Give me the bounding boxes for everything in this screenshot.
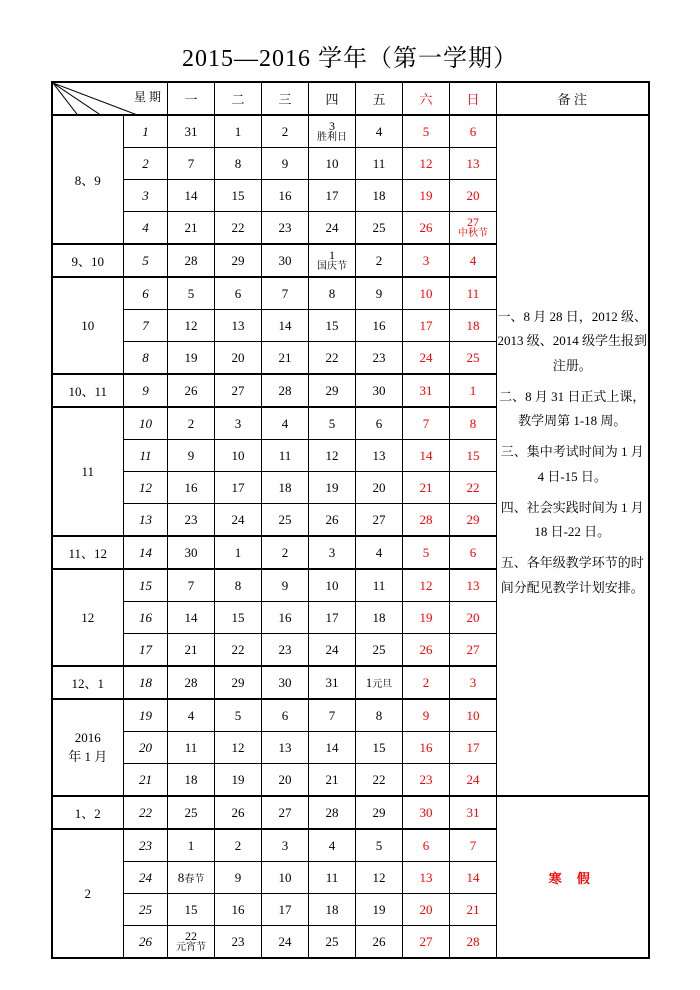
date-cell: 19 (403, 602, 450, 634)
date-cell: 10 (262, 862, 309, 894)
date-cell: 21 (168, 212, 215, 245)
week-number-cell: 2 (124, 148, 168, 180)
date-cell: 22 (356, 764, 403, 797)
date-cell: 12 (309, 440, 356, 472)
week-number-cell: 13 (124, 504, 168, 537)
date-cell: 24 (215, 504, 262, 537)
date-cell: 12 (168, 310, 215, 342)
week-number-cell: 24 (124, 862, 168, 894)
date-cell: 3 (262, 829, 309, 862)
date-cell: 30 (403, 796, 450, 829)
winter-break-cell: 寒 假 (497, 796, 649, 958)
date-cell: 18 (309, 894, 356, 926)
date-cell: 21 (309, 764, 356, 797)
date-cell: 26 (168, 374, 215, 407)
header-day-mon: 一 (168, 82, 215, 115)
header-day-fri: 五 (356, 82, 403, 115)
date-cell: 31 (450, 796, 497, 829)
week-number-cell: 23 (124, 829, 168, 862)
date-cell: 24 (309, 634, 356, 667)
date-cell: 10 (309, 148, 356, 180)
date-cell: 14 (262, 310, 309, 342)
week-number-cell: 1 (124, 115, 168, 148)
note-item: 二、8 月 31 日正式上课，教学周第 1-18 周。 (499, 388, 646, 429)
table-row (52, 115, 649, 148)
corner-label-weekday: 星 期 (133, 90, 161, 104)
week-number-cell: 25 (124, 894, 168, 926)
week-number-cell: 5 (124, 244, 168, 277)
week-number-cell: 12 (124, 472, 168, 504)
date-cell: 9 (168, 440, 215, 472)
date-cell: 3 (450, 666, 497, 699)
week-number-cell: 14 (124, 536, 168, 569)
month-label-cell: 9、10 (52, 244, 124, 277)
date-cell: 21 (403, 472, 450, 504)
date-cell: 28 (309, 796, 356, 829)
date-cell: 27 中秋节 (450, 212, 497, 245)
date-cell: 1 (450, 374, 497, 407)
date-cell: 22 (215, 634, 262, 667)
date-cell: 27 (215, 374, 262, 407)
date-cell: 24 (450, 764, 497, 797)
date-cell: 4 (309, 829, 356, 862)
date-cell: 7 (168, 148, 215, 180)
date-cell: 17 (215, 472, 262, 504)
date-cell: 2 (356, 244, 403, 277)
date-cell: 8 (215, 148, 262, 180)
date-cell: 19 (309, 472, 356, 504)
date-cell: 7 (309, 699, 356, 732)
date-cell: 10 (403, 277, 450, 310)
date-cell: 2 (168, 407, 215, 440)
date-cell: 12 (403, 148, 450, 180)
date-cell: 23 (168, 504, 215, 537)
date-cell: 23 (215, 926, 262, 959)
date-cell: 9 (356, 277, 403, 310)
date-cell: 8 (450, 407, 497, 440)
date-cell: 27 (450, 634, 497, 667)
date-cell: 23 (262, 212, 309, 245)
date-cell: 13 (450, 148, 497, 180)
month-label-cell: 12、1 (52, 666, 124, 699)
date-cell: 20 (403, 894, 450, 926)
date-cell: 12 (215, 732, 262, 764)
date-cell: 3 胜利日 (309, 115, 356, 148)
date-cell: 1 国庆节 (309, 244, 356, 277)
date-cell: 2 (262, 536, 309, 569)
date-cell: 1 (215, 115, 262, 148)
month-label-cell: 10 (52, 277, 124, 374)
date-cell: 11 (450, 277, 497, 310)
date-cell: 1元旦 (356, 666, 403, 699)
date-cell: 18 (356, 180, 403, 212)
page-title: 2015—2016 学年（第一学期） (182, 46, 518, 72)
date-cell: 29 (356, 796, 403, 829)
date-cell: 6 (450, 115, 497, 148)
date-cell: 16 (168, 472, 215, 504)
date-cell: 26 (403, 212, 450, 245)
month-label-cell: 10、11 (52, 374, 124, 407)
date-cell: 28 (168, 244, 215, 277)
date-cell: 9 (262, 569, 309, 602)
date-cell: 17 (403, 310, 450, 342)
date-cell: 14 (309, 732, 356, 764)
note-item: 四、社会实践时间为 1 月 18 日-22 日。 (500, 499, 644, 540)
date-cell: 5 (309, 407, 356, 440)
date-cell: 22 (215, 212, 262, 245)
date-cell: 20 (450, 180, 497, 212)
header-corner-cell (52, 82, 168, 115)
date-cell: 24 (403, 342, 450, 375)
date-cell: 16 (215, 894, 262, 926)
date-cell: 3 (403, 244, 450, 277)
date-cell: 21 (450, 894, 497, 926)
date-cell: 14 (403, 440, 450, 472)
date-cell: 29 (309, 374, 356, 407)
date-cell: 18 (450, 310, 497, 342)
date-cell: 3 (215, 407, 262, 440)
date-cell: 30 (168, 536, 215, 569)
month-label-cell: 2016 年 1 月 (52, 699, 124, 796)
date-cell: 8 (356, 699, 403, 732)
date-cell: 29 (215, 244, 262, 277)
date-cell: 25 (356, 634, 403, 667)
week-number-cell: 19 (124, 699, 168, 732)
date-cell: 2 (403, 666, 450, 699)
date-cell: 28 (262, 374, 309, 407)
date-cell: 7 (168, 569, 215, 602)
date-cell: 7 (403, 407, 450, 440)
date-cell: 12 (403, 569, 450, 602)
date-cell: 31 (403, 374, 450, 407)
date-cell: 31 (168, 115, 215, 148)
date-cell: 4 (262, 407, 309, 440)
date-cell: 20 (450, 602, 497, 634)
date-cell: 21 (168, 634, 215, 667)
note-item: 三、集中考试时间为 1 月 4 日-15 日。 (500, 444, 644, 484)
date-cell: 16 (403, 732, 450, 764)
date-cell: 29 (450, 504, 497, 537)
date-cell: 17 (450, 732, 497, 764)
week-number-cell: 22 (124, 796, 168, 829)
date-cell: 18 (168, 764, 215, 797)
note-item: 五、各年级教学环节的时间分配见教学计划安排。 (500, 554, 644, 595)
date-cell: 9 (215, 862, 262, 894)
week-number-cell: 6 (124, 277, 168, 310)
date-cell: 7 (450, 829, 497, 862)
date-cell: 5 (403, 536, 450, 569)
academic-calendar-table (51, 81, 650, 959)
date-cell: 13 (403, 862, 450, 894)
date-cell: 15 (450, 440, 497, 472)
date-cell: 4 (356, 536, 403, 569)
header-day-thu: 四 (309, 82, 356, 115)
date-cell: 17 (309, 602, 356, 634)
header-day-wed: 三 (262, 82, 309, 115)
date-cell: 1 (215, 536, 262, 569)
week-number-cell: 26 (124, 926, 168, 959)
month-label-cell: 12 (52, 569, 124, 666)
date-cell: 26 (403, 634, 450, 667)
date-cell: 25 (262, 504, 309, 537)
date-cell: 30 (356, 374, 403, 407)
date-cell: 18 (262, 472, 309, 504)
date-cell: 2 (262, 115, 309, 148)
week-number-cell: 20 (124, 732, 168, 764)
month-label-cell: 11、12 (52, 536, 124, 569)
date-cell: 6 (450, 536, 497, 569)
date-cell: 4 (168, 699, 215, 732)
date-cell: 11 (262, 440, 309, 472)
date-cell: 15 (215, 602, 262, 634)
date-cell: 15 (309, 310, 356, 342)
date-cell: 2 (215, 829, 262, 862)
week-number-cell: 17 (124, 634, 168, 667)
week-number-cell: 8 (124, 342, 168, 375)
week-number-cell: 11 (124, 440, 168, 472)
week-number-cell: 15 (124, 569, 168, 602)
date-cell: 17 (309, 180, 356, 212)
date-cell: 23 (262, 634, 309, 667)
date-cell: 26 (309, 504, 356, 537)
date-cell: 5 (403, 115, 450, 148)
date-cell: 25 (450, 342, 497, 375)
date-cell: 19 (356, 894, 403, 926)
date-cell: 24 (262, 926, 309, 959)
month-label-cell: 2 (52, 829, 124, 958)
date-cell: 6 (215, 277, 262, 310)
week-number-cell: 4 (124, 212, 168, 245)
date-cell: 16 (356, 310, 403, 342)
date-cell: 22 (309, 342, 356, 375)
month-label-cell: 11 (52, 407, 124, 536)
date-cell: 5 (356, 829, 403, 862)
date-cell: 19 (215, 764, 262, 797)
date-cell: 6 (262, 699, 309, 732)
date-cell: 5 (168, 277, 215, 310)
date-cell: 31 (309, 666, 356, 699)
week-number-cell: 9 (124, 374, 168, 407)
date-cell: 14 (450, 862, 497, 894)
date-cell: 4 (450, 244, 497, 277)
date-cell: 28 (403, 504, 450, 537)
date-cell: 18 (356, 602, 403, 634)
date-cell: 11 (356, 569, 403, 602)
header-notes: 备 注 (497, 82, 649, 115)
date-cell: 26 (215, 796, 262, 829)
notes-cell (497, 115, 649, 796)
date-cell: 12 (356, 862, 403, 894)
week-number-cell: 3 (124, 180, 168, 212)
date-cell: 13 (215, 310, 262, 342)
date-cell: 6 (403, 829, 450, 862)
date-cell: 5 (215, 699, 262, 732)
date-cell: 10 (215, 440, 262, 472)
date-cell: 20 (215, 342, 262, 375)
date-cell: 27 (356, 504, 403, 537)
date-cell: 22 元宵节 (168, 926, 215, 959)
date-cell: 11 (168, 732, 215, 764)
date-cell: 11 (356, 148, 403, 180)
date-cell: 16 (262, 602, 309, 634)
month-label-cell: 1、2 (52, 796, 124, 829)
date-cell: 30 (262, 244, 309, 277)
date-cell: 25 (309, 926, 356, 959)
date-cell: 30 (262, 666, 309, 699)
date-cell: 21 (262, 342, 309, 375)
date-cell: 26 (356, 926, 403, 959)
date-cell: 19 (168, 342, 215, 375)
header-day-tue: 二 (215, 82, 262, 115)
date-cell: 23 (403, 764, 450, 797)
date-cell: 11 (309, 862, 356, 894)
date-cell: 28 (450, 926, 497, 959)
date-cell: 4 (356, 115, 403, 148)
week-number-cell: 21 (124, 764, 168, 797)
date-cell: 8春节 (168, 862, 215, 894)
date-cell: 8 (215, 569, 262, 602)
header-day-sun: 日 (450, 82, 497, 115)
date-cell: 8 (309, 277, 356, 310)
date-cell: 16 (262, 180, 309, 212)
date-cell: 25 (168, 796, 215, 829)
date-cell: 17 (262, 894, 309, 926)
date-cell: 10 (450, 699, 497, 732)
table-row (52, 796, 649, 829)
month-label-cell: 8、9 (52, 115, 124, 244)
date-cell: 15 (215, 180, 262, 212)
date-cell: 14 (168, 180, 215, 212)
date-cell: 3 (309, 536, 356, 569)
header-day-sat: 六 (403, 82, 450, 115)
date-cell: 23 (356, 342, 403, 375)
date-cell: 9 (403, 699, 450, 732)
week-number-cell: 16 (124, 602, 168, 634)
table-header-row (52, 82, 649, 115)
week-number-cell: 7 (124, 310, 168, 342)
date-cell: 27 (403, 926, 450, 959)
date-cell: 15 (356, 732, 403, 764)
date-cell: 13 (450, 569, 497, 602)
date-cell: 28 (168, 666, 215, 699)
date-cell: 20 (262, 764, 309, 797)
date-cell: 7 (262, 277, 309, 310)
week-number-cell: 18 (124, 666, 168, 699)
date-cell: 9 (262, 148, 309, 180)
date-cell: 25 (356, 212, 403, 245)
date-cell: 22 (450, 472, 497, 504)
date-cell: 13 (262, 732, 309, 764)
week-number-cell: 10 (124, 407, 168, 440)
date-cell: 20 (356, 472, 403, 504)
date-cell: 6 (356, 407, 403, 440)
date-cell: 29 (215, 666, 262, 699)
note-item: 一、8 月 28 日，2012 级、2013 级、2014 级学生报到注册。 (497, 308, 647, 374)
date-cell: 1 (168, 829, 215, 862)
date-cell: 27 (262, 796, 309, 829)
date-cell: 14 (168, 602, 215, 634)
date-cell: 13 (356, 440, 403, 472)
date-cell: 15 (168, 894, 215, 926)
date-cell: 10 (309, 569, 356, 602)
date-cell: 24 (309, 212, 356, 245)
date-cell: 19 (403, 180, 450, 212)
